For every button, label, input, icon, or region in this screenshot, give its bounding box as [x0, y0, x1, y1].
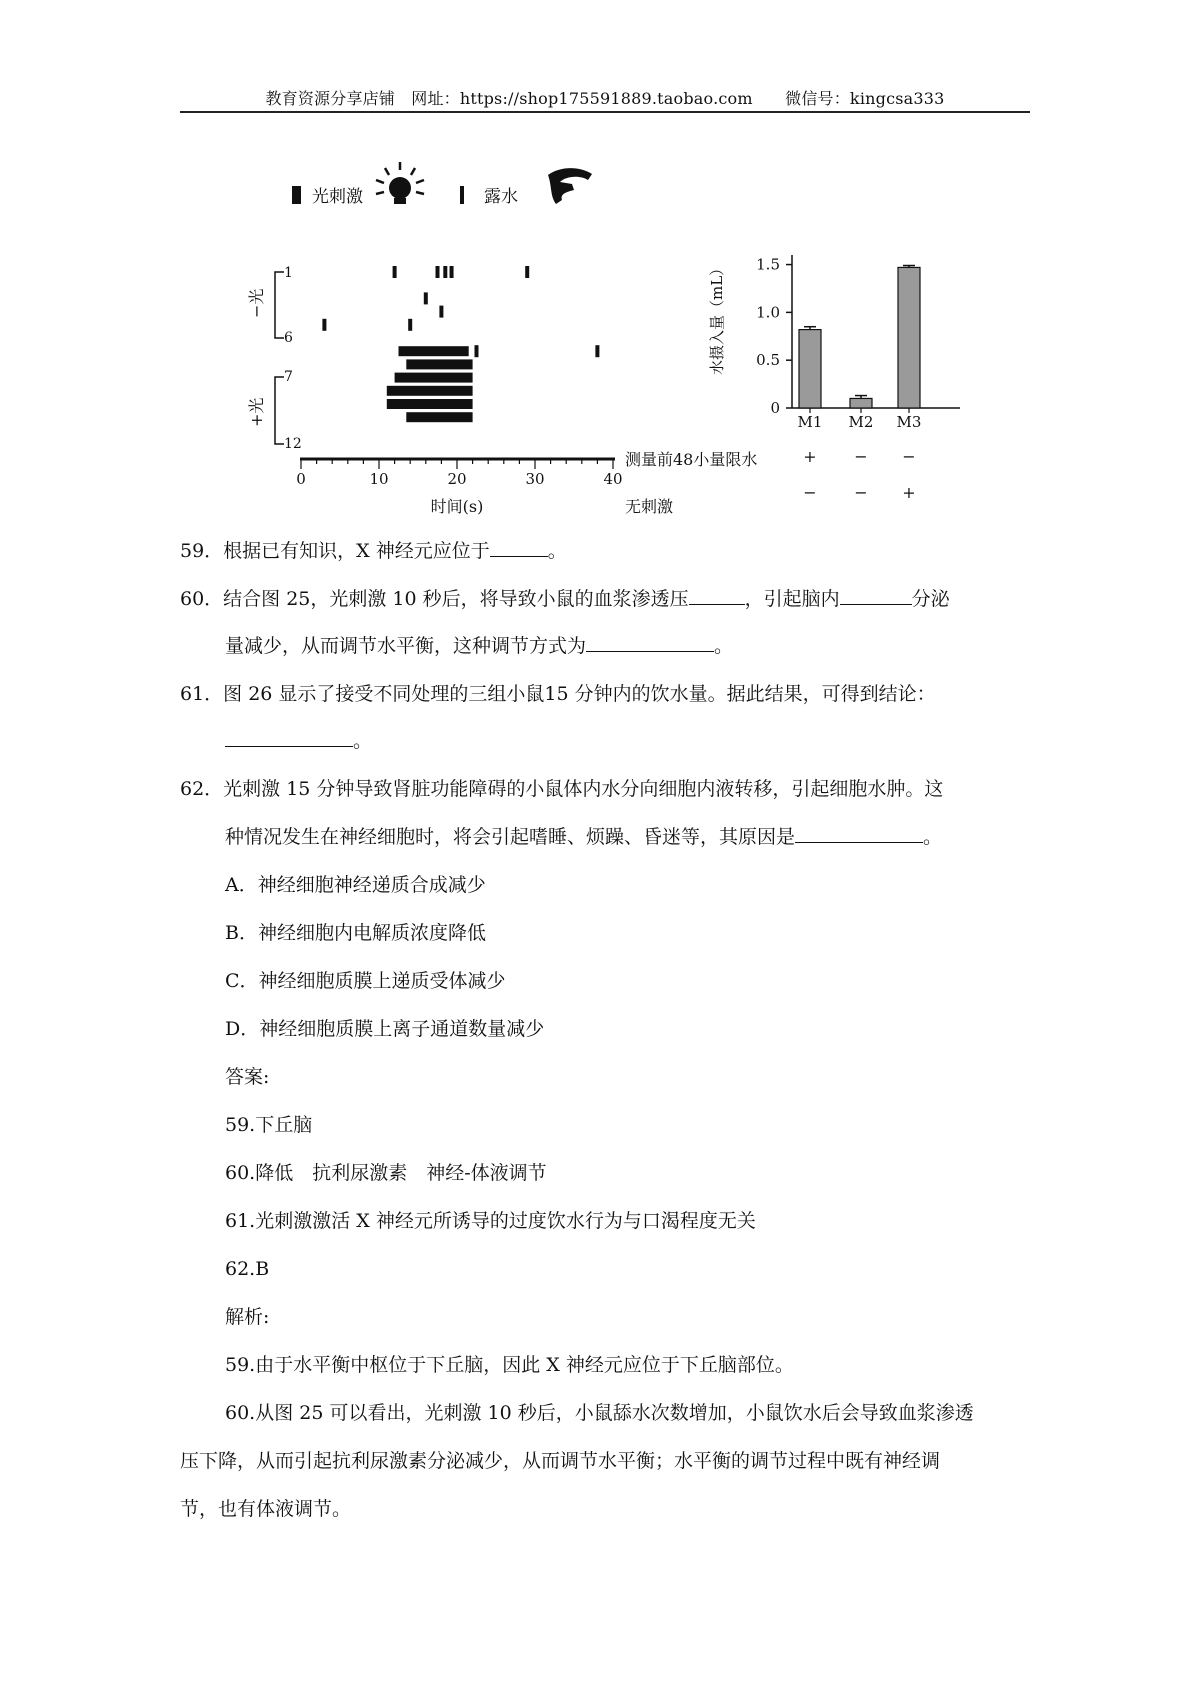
- lick-mark-row-1: [436, 266, 440, 278]
- analysis-label: 解析:: [225, 1306, 270, 1328]
- bar-label-M2: M2: [848, 413, 874, 431]
- legend-water-swatch: [460, 186, 464, 204]
- option-c: C．神经细胞质膜上递质受体减少: [225, 970, 506, 992]
- legend-water-label: 露水: [484, 187, 518, 207]
- bar-M1: [799, 330, 821, 408]
- x-tick-0: 0: [296, 470, 306, 488]
- bar-y-tick-label: 0.5: [756, 351, 780, 370]
- bar-y-ticks: [756, 256, 792, 417]
- row-tick-6: 6: [284, 330, 293, 346]
- bar-label-M3: M3: [896, 413, 922, 431]
- legend-light-swatch: [292, 186, 301, 204]
- lick-mark-row-1: [393, 266, 397, 278]
- cond1-sign-m1: +: [803, 447, 817, 466]
- light-bout-row-8: [406, 359, 472, 369]
- bar-M3: [898, 267, 920, 408]
- cond1-sign-m2: −: [854, 447, 868, 466]
- answer-blank-59[interactable]: [490, 538, 548, 557]
- bar-y-tick-label: 1.0: [756, 303, 780, 322]
- answer-59: 59.下丘脑: [225, 1114, 313, 1136]
- analysis-60-line3: 节，也有体液调节。: [180, 1498, 352, 1520]
- cond1-sign-m3: −: [902, 447, 916, 466]
- question-61-line2: 。: [225, 727, 1075, 755]
- row-tick-7: 7: [284, 369, 293, 385]
- bar-label-M1: M1: [797, 413, 823, 431]
- light-bout-row-11: [387, 399, 473, 409]
- answer-blank-61[interactable]: [225, 728, 353, 747]
- cond2-sign-m3: +: [902, 483, 916, 502]
- light-bout-row-7: [399, 346, 469, 356]
- x-tick-10: 10: [369, 470, 389, 488]
- analysis-59: 59.由于水平衡中枢位于下丘脑，因此 X 神经元应位于下丘脑部位。: [225, 1354, 794, 1376]
- answer-blank-60c[interactable]: [586, 633, 714, 652]
- legend-light-label: 光刺激: [312, 187, 363, 207]
- bracket-plus-light: [275, 377, 284, 444]
- mouse-icon: [548, 168, 592, 204]
- answer-60: 60.降低 抗利尿激素 神经-体液调节: [225, 1162, 547, 1184]
- lick-mark-row-1: [525, 266, 529, 278]
- answer-blank-60a[interactable]: [689, 586, 745, 605]
- group-minus-label: −光: [247, 288, 266, 318]
- question-59: 59．根据已有知识，X 神经元应位于 。: [180, 540, 567, 562]
- light-bout-row-12: [406, 412, 472, 422]
- row-tick-12: 12: [284, 436, 302, 452]
- question-60-line1: 60．结合图 25，光刺激 10 秒后，将导致小鼠的血浆渗透压 ，引起脑内 分泌: [180, 588, 950, 610]
- question-62-line1: 62．光刺激 15 分钟导致肾脏功能障碍的小鼠体内水分向细胞内液转移，引起细胞水肿。这: [180, 778, 944, 800]
- lick-mark-row-5: [408, 319, 412, 331]
- raster-marks: [322, 266, 599, 422]
- question-61-line1: 61．图 26 显示了接受不同处理的三组小鼠15 分钟内的饮水量。据此结果，可得到结论：: [180, 683, 936, 705]
- page-header: 教育资源分享店铺 网址：https://shop175591889.taobao.com 微信号：kingcsa333: [265, 89, 945, 108]
- bar-ylabel: 水摄入量（mL）: [708, 260, 726, 375]
- light-bout-row-10: [387, 386, 473, 396]
- x-tick-40: 40: [603, 470, 623, 488]
- bar-marks: [798, 266, 922, 431]
- analysis-60-line1: 60.从图 25 可以看出，光刺激 10 秒后，小鼠舔水次数增加，小鼠饮水后会导致血浆渗透: [225, 1402, 974, 1424]
- option-a: A．神经细胞神经递质合成减少: [225, 874, 486, 896]
- row-tick-1: 1: [284, 265, 293, 281]
- question-62-line2: 种情况发生在神经细胞时，将会引起嗜睡、烦躁、昏迷等，其原因是 。: [225, 826, 943, 848]
- answer-blank-62[interactable]: [795, 824, 923, 843]
- group-plus-label: +光: [247, 397, 266, 427]
- answer-blank-60b[interactable]: [840, 586, 912, 605]
- lick-mark-row-1: [450, 266, 454, 278]
- answer-62: 62.B: [225, 1258, 270, 1280]
- bracket-minus-light: [275, 272, 284, 338]
- x-tick-30: 30: [525, 470, 545, 488]
- cond2-sign-m2: −: [854, 483, 868, 502]
- lick-mark-row-3: [424, 292, 428, 304]
- condition1-label: 测量前48小量限水: [625, 450, 758, 469]
- cond2-sign-m1: −: [803, 483, 817, 502]
- figure-25-26: [0, 0, 1200, 540]
- lick-mark-row-1: [443, 266, 447, 278]
- condition2-label: 无刺激: [625, 497, 674, 516]
- lick-mark-row-4: [439, 306, 443, 318]
- raster-minor-ticks: [301, 459, 613, 469]
- bar-M2: [850, 398, 872, 408]
- lick-mark-row-7: [595, 345, 599, 357]
- analysis-60-line2: 压下降，从而引起抗利尿激素分泌减少，从而调节水平衡；水平衡的调节过程中既有神经调: [180, 1450, 941, 1472]
- lick-mark-row-5: [322, 319, 326, 331]
- question-60-line2: 量减少，从而调节水平衡，这种调节方式为 。: [225, 635, 734, 657]
- option-b: B．神经细胞内电解质浓度降低: [225, 922, 486, 944]
- answer-61: 61.光刺激激活 X 神经元所诱导的过度饮水行为与口渴程度无关: [225, 1210, 756, 1232]
- option-d: D．神经细胞质膜上离子通道数量减少: [225, 1018, 545, 1040]
- x-tick-20: 20: [447, 470, 467, 488]
- answers-label: 答案:: [225, 1066, 270, 1088]
- lick-mark-row-7: [475, 345, 479, 357]
- bar-y-tick-label: 1.5: [756, 255, 780, 274]
- light-bout-row-9: [395, 373, 473, 383]
- lightbulb-icon: [376, 162, 424, 204]
- raster-xlabel: 时间(s): [430, 497, 484, 516]
- bar-y-tick-label: 0: [770, 399, 780, 417]
